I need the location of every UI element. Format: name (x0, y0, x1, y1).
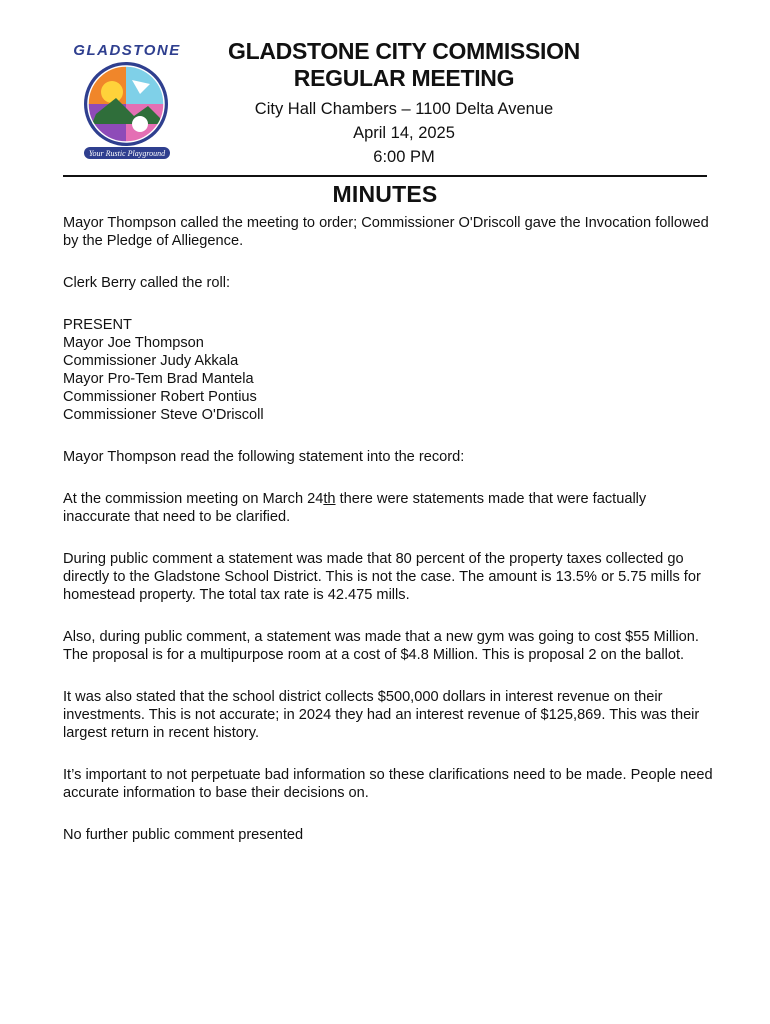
statement-context-end: there were statements made that were factually inaccurate that need to be clarified. (63, 491, 647, 525)
attendee-item: Commissioner Robert Pontius (63, 389, 257, 405)
attendee-item: Commissioner Judy Akkala (63, 353, 239, 369)
meeting-header (196, 38, 612, 169)
meeting-location: City Hall Chambers – 1100 Delta Avenue (254, 100, 554, 118)
statement-context-paragraph (63, 490, 713, 526)
meeting-type-title: REGULAR MEETING (293, 65, 515, 91)
document-title: MINUTES (332, 181, 438, 207)
attendee-item: Mayor Pro-Tem Brad Mantela (63, 371, 254, 387)
gym-proposal-paragraph: Also, during public comment, a statement was made that a new gym was going to cost $55 Million. The proposal is for a multipurpose room at a cost of $4.8 Million. This is proposal 2 on the ballot. (63, 629, 699, 663)
meeting-date: April 14, 2025 (353, 124, 455, 142)
clarification-paragraph: It’s important to not perpetuate bad information so these clarifications need to be made. People need accurate information to base their decisions on. (63, 767, 713, 801)
statement-context-start: At the commission meeting on March 24 (63, 491, 324, 507)
call-to-order-paragraph: Mayor Thompson called the meeting to order; Commissioner O'Driscoll gave the Invocation followed by the Pledge of Alliegence. (63, 215, 709, 249)
roll-call-paragraph: Clerk Berry called the roll: (63, 275, 231, 291)
header-divider (63, 175, 707, 177)
attendee-item: Mayor Joe Thompson (63, 335, 204, 351)
statement-intro-paragraph: Mayor Thompson read the following statement into the record: (63, 449, 465, 465)
interest-revenue-paragraph: It was also stated that the school district collects $500,000 dollars in interest revenue on their investments. This is not accurate; in 2024 they had an interest revenue of $125,869. This was their largest return in recent history. (63, 689, 700, 741)
date-ordinal-suffix: th (323, 491, 336, 507)
gladstone-logo (62, 40, 192, 166)
property-tax-paragraph: During public comment a statement was made that 80 percent of the property taxes collected go directly to the Gladstone School District. This is not the case. The amount is 13.5% or 5.75 mills for homestead property. The total tax rate is 42.475 mills. (63, 551, 701, 603)
no-further-comment-paragraph: No further public comment presented (63, 827, 304, 843)
svg-text:GLADSTONE: GLADSTONE (73, 42, 181, 59)
attendance-heading: PRESENT (63, 317, 132, 333)
meeting-time: 6:00 PM (373, 148, 435, 166)
attendee-item: Commissioner Steve O'Driscoll (63, 407, 264, 423)
minutes-body (63, 214, 713, 868)
commission-title: GLADSTONE CITY COMMISSION (227, 38, 580, 64)
svg-text:Your Rustic Playground: Your Rustic Playground (88, 149, 166, 158)
